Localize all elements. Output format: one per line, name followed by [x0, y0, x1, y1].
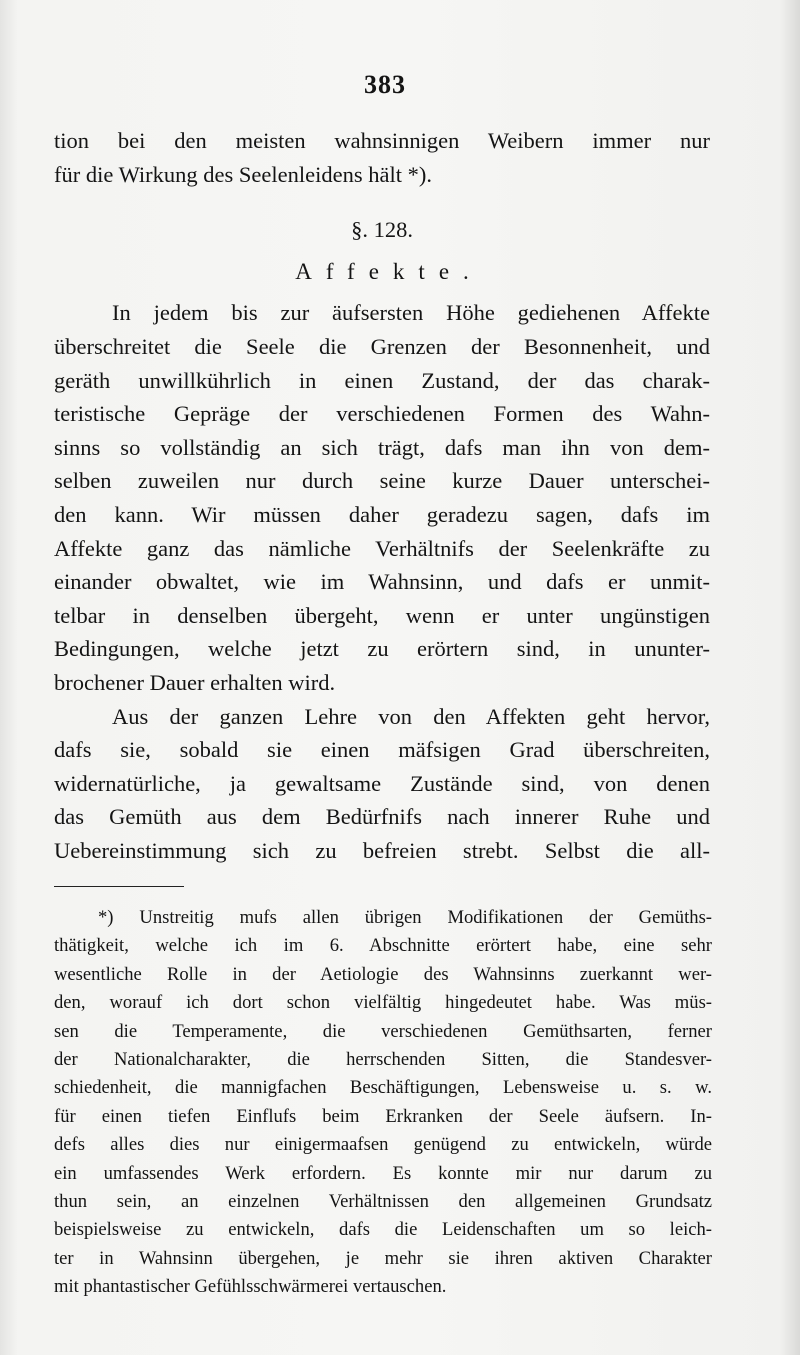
text-line: In jedem bis zur äufsersten Höhe gediehenen Affekte: [112, 300, 710, 326]
text-line: das Gemüth aus dem Bedürfnifs nach innerer Ruhe und: [54, 804, 710, 830]
footnote-line: defs alles dies nur einigermaafsen genügend zu entwickeln, würde: [54, 1134, 712, 1156]
text-line: tion bei den meisten wahnsinnigen Weibern immer nur: [54, 128, 710, 153]
footnote-paragraph: [54, 904, 712, 1302]
text-line: einander obwaltet, wie im Wahnsinn, und dafs er unmit-: [54, 569, 710, 595]
section-number: §. 128.: [351, 217, 413, 243]
text-line: geräth unwillkührlich in einen Zustand, der das charak-: [54, 367, 710, 393]
footnote-divider: [54, 886, 184, 887]
text-line: widernatürliche, ja gewaltsame Zustände sind, von denen: [54, 770, 710, 796]
footnote-line: schiedenheit, die mannigfachen Beschäftigungen, Lebensweise u. s. w.: [54, 1077, 712, 1099]
footnote-line: mit phantastischer Gefühlsschwärmerei vertauschen.: [54, 1276, 447, 1298]
opening-paragraph: [54, 124, 710, 191]
footnote-line: ein umfassendes Werk erfordern. Es konnte mir nur darum zu: [54, 1162, 712, 1184]
footnote: [54, 904, 712, 1302]
footnote-line: der Nationalcharakter, die herrschenden Sitten, die Standesver-: [54, 1049, 712, 1071]
footnote-line: sen die Temperamente, die verschiedenen Gemüthsarten, ferner: [54, 1020, 712, 1042]
paragraph-1: [54, 296, 710, 699]
footnote-line: *) Unstreitig mufs allen übrigen Modifikationen der Gemüths-: [98, 907, 712, 928]
text-line: den kann. Wir müssen daher geradezu sagen, dafs im: [54, 501, 710, 527]
paragraph-2: [54, 700, 710, 868]
text-line: teristische Gepräge der verschiedenen Formen des Wahn-: [54, 401, 710, 427]
footnote-line: thätigkeit, welche ich im 6. Abschnitte erörtert habe, eine sehr: [54, 935, 712, 957]
page-number: 383: [364, 70, 406, 99]
text-line: selben zuweilen nur durch seine kurze Dauer unterschei-: [54, 468, 710, 494]
text-line: für die Wirkung des Seelenleidens hält *).: [54, 161, 432, 187]
footnote-line: ter in Wahnsinn übergehen, je mehr sie ihren aktiven Charakter: [54, 1247, 712, 1269]
text-line: Bedingungen, welche jetzt zu erörtern sind, in ununter-: [54, 636, 710, 662]
text-line: Uebereinstimmung sich zu befreien strebt. Selbst die all-: [54, 837, 710, 863]
footnote-line: für einen tiefen Einflufs beim Erkranken der Seele äufsern. In-: [54, 1105, 712, 1127]
footnote-line: wesentliche Rolle in der Aetiologie des Wahnsinns zuerkannt wer-: [54, 963, 712, 985]
text-line: telbar in denselben übergeht, wenn er unter ungünstigen: [54, 602, 710, 628]
text-line: sinns so vollständig an sich trägt, dafs man ihn von dem-: [54, 434, 710, 460]
main-text: [54, 124, 710, 867]
text-line: überschreitet die Seele die Grenzen der Besonnenheit, und: [54, 333, 710, 359]
text-line: Aus der ganzen Lehre von den Affekten geht hervor,: [112, 703, 710, 729]
section-title: Affekte.: [295, 258, 483, 284]
text-line: Affekte ganz das nämliche Verhältnifs der Seelenkräfte zu: [54, 535, 710, 561]
footnote-line: den, worauf ich dort schon vielfältig hingedeutet habe. Was müs-: [54, 992, 712, 1014]
footnote-line: beispielsweise zu entwickeln, dafs die Leidenschaften um so leich-: [54, 1219, 712, 1241]
text-line: dafs sie, sobald sie einen mäfsigen Grad überschreiten,: [54, 737, 710, 763]
text-line: brochener Dauer erhalten wird.: [54, 669, 336, 695]
footnote-line: thun sein, an einzelnen Verhältnissen den allgemeinen Grundsatz: [54, 1191, 712, 1213]
